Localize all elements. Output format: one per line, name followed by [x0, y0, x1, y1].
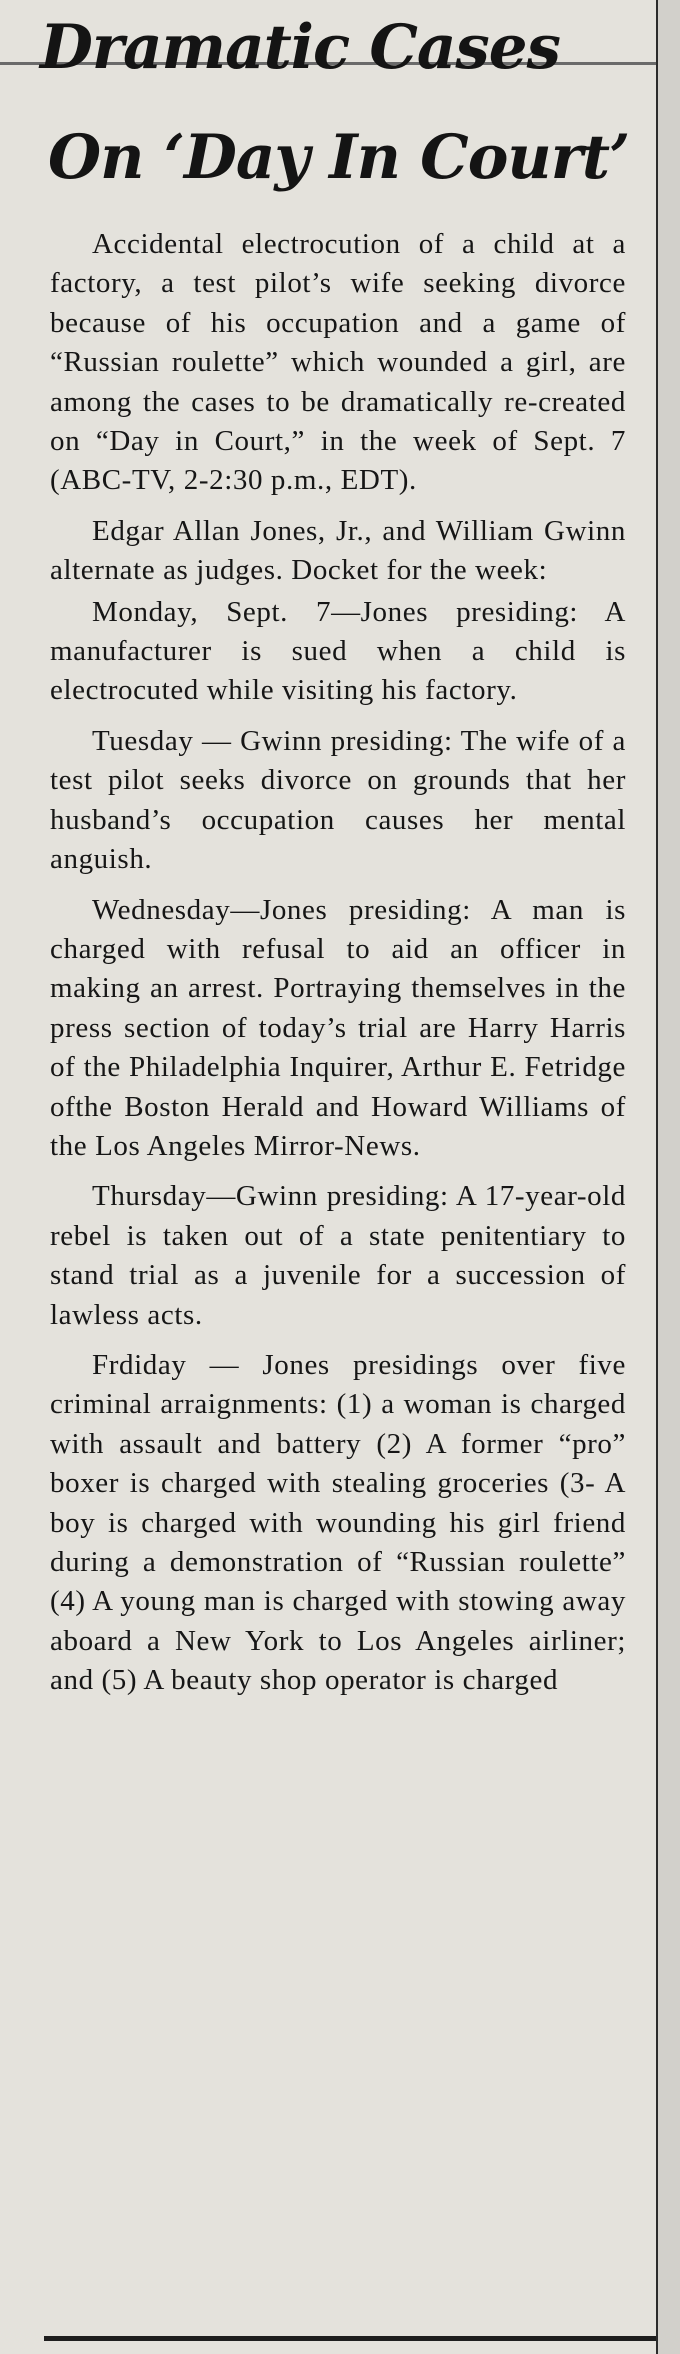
column-rule: [656, 0, 658, 2354]
paragraph-friday: Frdiday — Jones presidings over five criminal arraignments: (1) a woman is charged with assault and battery (2) A former “pro” boxer is charged with stealing groceries (3- A boy is charged with wounding his girl friend during a demonstration of “Russian roulette” (4) A young man is charged with stowing away aboard a New York to Los Angeles airliner; and (5) A beauty shop operator is charged: [50, 1348, 626, 1697]
paragraph-intro: Accidental electrocution of a child at a factory, a test pilot’s wife seeking divorce because of his occupation and a game of “Russian roulette” which wounded a girl, are among the cases to be dramatically re-created on “Day in Court,” in the week of Sept. 7 (ABC-TV, 2-2:30 p.m., EDT).: [50, 228, 626, 497]
headline-line-1: Dramatic Cases: [40, 12, 560, 83]
paragraph-judges: Edgar Allan Jones, Jr., and William Gwinn alternate as judges. Docket for the week:: [50, 514, 626, 587]
paragraph-tuesday: Tuesday — Gwinn presiding: The wife of a test pilot seeks divorce on grounds that her husband’s occupation causes her mental anguish.: [50, 724, 626, 876]
headline-line-2: On ‘Day In Court’: [48, 122, 630, 193]
paragraph-wednesday: Wednesday—Jones presiding: A man is charged with refusal to aid an officer in making an arrest. Portraying themselves in the press section of today’s trial are Harry Harris of the Philadelphia Inquirer, Arthur E. Fetridge ofthe Boston Herald and Howard Williams of the Los Angeles Mirror-News.: [50, 893, 626, 1162]
bottom-rule: [44, 2336, 656, 2341]
page-margin: [658, 0, 680, 2354]
paragraph-thursday: Thursday—Gwinn presiding: A 17-year-old rebel is taken out of a state penitentiary to stand trial as a juvenile for a succession of lawless acts.: [50, 1180, 626, 1331]
article-body: [50, 225, 626, 1712]
paragraph-monday: Monday, Sept. 7—Jones presiding: A manufacturer is sued when a child is electrocuted while visiting his factory.: [50, 595, 626, 707]
